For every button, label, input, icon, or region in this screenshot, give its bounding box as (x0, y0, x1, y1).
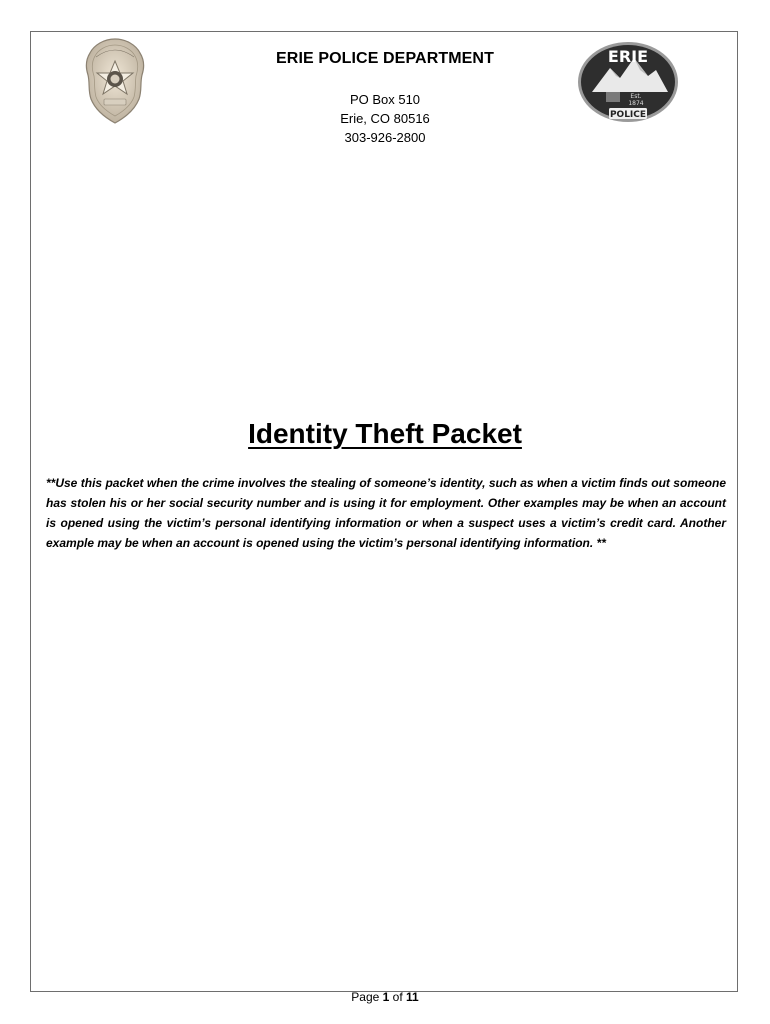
svg-text:1874: 1874 (628, 100, 644, 107)
organization-name: ERIE POLICE DEPARTMENT (276, 50, 494, 67)
letterhead (0, 50, 770, 147)
of-label: of (392, 990, 403, 1004)
address-line-2: Erie, CO 80516 (340, 111, 430, 126)
current-page-number: 1 (382, 990, 390, 1004)
document-title: Identity Theft Packet (248, 418, 522, 449)
svg-text:POLICE: POLICE (609, 110, 647, 120)
page-number-footer (0, 990, 770, 1004)
address-line-1: PO Box 510 (349, 92, 421, 107)
page-label: Page (351, 990, 380, 1004)
phone-number: 303-926-2800 (344, 130, 426, 145)
svg-text:Est.: Est. (630, 93, 642, 100)
svg-text:ERIE: ERIE (607, 47, 649, 66)
intro-paragraph: **Use this packet when the crime involves the stealing of someone’s identity, such as when a victim finds out someone has stolen his or her social security number and is using it for employment. Other examples may be when an account is opened using the victim’s personal identifying information or when a suspect uses a victim’s credit card. Another example may be when an account is opened using the victim’s personal identifying information. ** (46, 476, 726, 550)
total-pages-number: 11 (406, 990, 419, 1004)
